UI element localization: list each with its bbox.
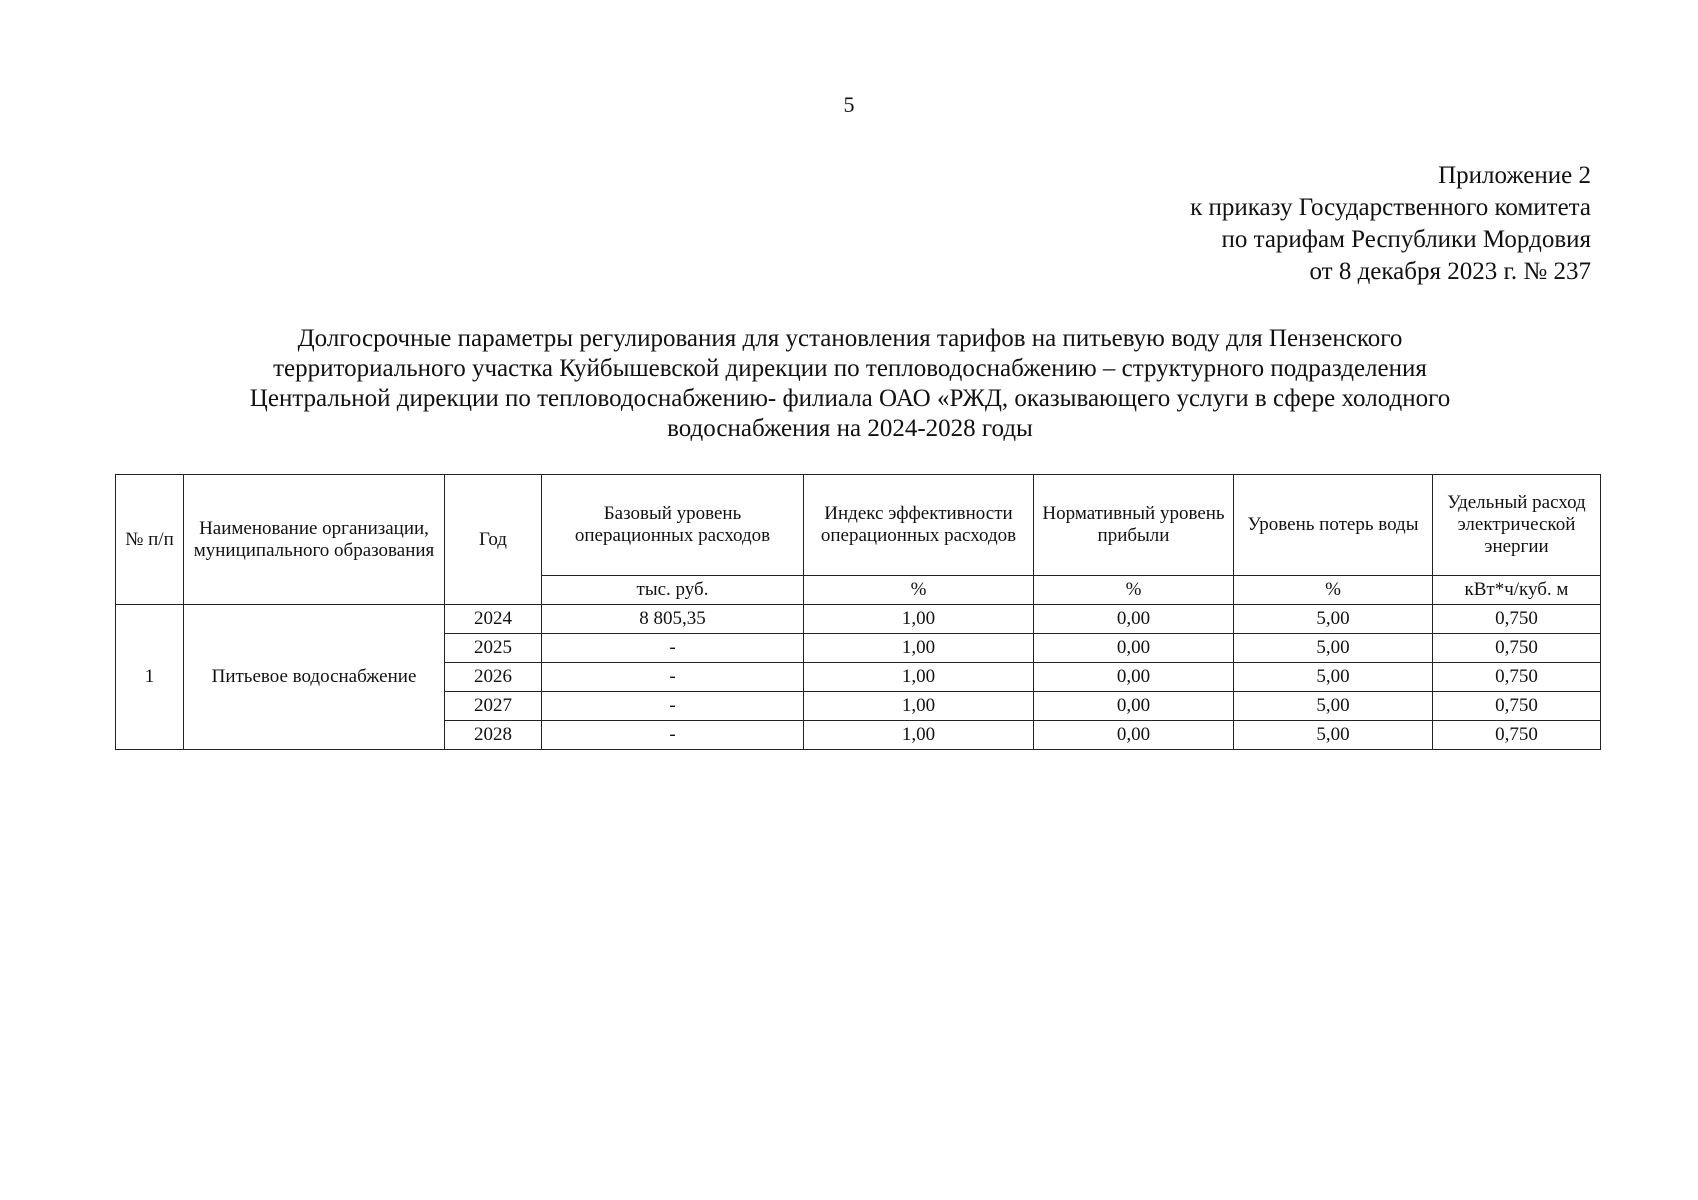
losses-cell: 5,00 <box>1234 663 1433 692</box>
year-cell: 2027 <box>445 692 542 721</box>
base-cost-cell: - <box>542 721 804 750</box>
unit-energy: кВт*ч/куб. м <box>1433 576 1601 605</box>
table-row <box>116 605 1601 634</box>
unit-efficiency: % <box>804 576 1034 605</box>
base-cost-cell: 8 805,35 <box>542 605 804 634</box>
year-cell: 2026 <box>445 663 542 692</box>
year-cell: 2024 <box>445 605 542 634</box>
efficiency-cell: 1,00 <box>804 692 1034 721</box>
parameters-table <box>115 474 1601 750</box>
header-year: Год <box>445 475 542 605</box>
losses-cell: 5,00 <box>1234 605 1433 634</box>
losses-cell: 5,00 <box>1234 634 1433 663</box>
efficiency-cell: 1,00 <box>804 721 1034 750</box>
energy-cell: 0,750 <box>1433 692 1601 721</box>
title-line: водоснабжения на 2024-2028 годы <box>667 415 1033 442</box>
header-efficiency-index: Индекс эффективности операционных расходов <box>804 475 1034 576</box>
profit-cell: 0,00 <box>1034 605 1234 634</box>
document-title <box>110 324 1590 444</box>
appendix-line: по тарифам Республики Мордовия <box>1221 226 1591 253</box>
efficiency-cell: 1,00 <box>804 663 1034 692</box>
title-line: Долгосрочные параметры регулирования для установления тарифов на питьевую воду для Пензенского <box>297 325 1403 352</box>
year-cell: 2025 <box>445 634 542 663</box>
base-cost-cell: - <box>542 692 804 721</box>
unit-losses: % <box>1234 576 1433 605</box>
header-water-losses: Уровень потерь воды <box>1234 475 1433 576</box>
header-num: № п/п <box>116 475 184 605</box>
year-cell: 2028 <box>445 721 542 750</box>
efficiency-cell: 1,00 <box>804 605 1034 634</box>
title-line: территориального участка Куйбышевской дирекции по тепловодоснабжению – структурного подразделения <box>273 355 1427 382</box>
unit-base-cost: тыс. руб. <box>542 576 804 605</box>
losses-cell: 5,00 <box>1234 692 1433 721</box>
energy-cell: 0,750 <box>1433 605 1601 634</box>
row-number-cell: 1 <box>116 605 184 750</box>
appendix-line: от 8 декабря 2023 г. № 237 <box>1309 258 1591 285</box>
losses-cell: 5,00 <box>1234 721 1433 750</box>
appendix-line: Приложение 2 <box>1438 162 1591 189</box>
header-row <box>116 475 1601 576</box>
title-line: Центральной дирекции по тепловодоснабжению- филиала ОАО «РЖД, оказывающего услуги в сфере холодного <box>249 385 1451 412</box>
profit-cell: 0,00 <box>1034 663 1234 692</box>
header-organization: Наименование организации, муниципального образования <box>184 475 445 605</box>
profit-cell: 0,00 <box>1034 692 1234 721</box>
energy-cell: 0,750 <box>1433 721 1601 750</box>
organization-cell: Питьевое водоснабжение <box>184 605 445 750</box>
header-profit-level: Нормативный уровень прибыли <box>1034 475 1234 576</box>
appendix-line: к приказу Государственного комитета <box>1190 194 1591 221</box>
base-cost-cell: - <box>542 634 804 663</box>
base-cost-cell: - <box>542 663 804 692</box>
profit-cell: 0,00 <box>1034 634 1234 663</box>
header-energy-consumption: Удельный расход электрической энергии <box>1433 475 1601 576</box>
energy-cell: 0,750 <box>1433 663 1601 692</box>
page-number: 5 <box>843 92 855 117</box>
profit-cell: 0,00 <box>1034 721 1234 750</box>
appendix-block <box>1190 160 1591 288</box>
energy-cell: 0,750 <box>1433 634 1601 663</box>
header-base-cost: Базовый уровень операционных расходов <box>542 475 804 576</box>
unit-profit: % <box>1034 576 1234 605</box>
efficiency-cell: 1,00 <box>804 634 1034 663</box>
